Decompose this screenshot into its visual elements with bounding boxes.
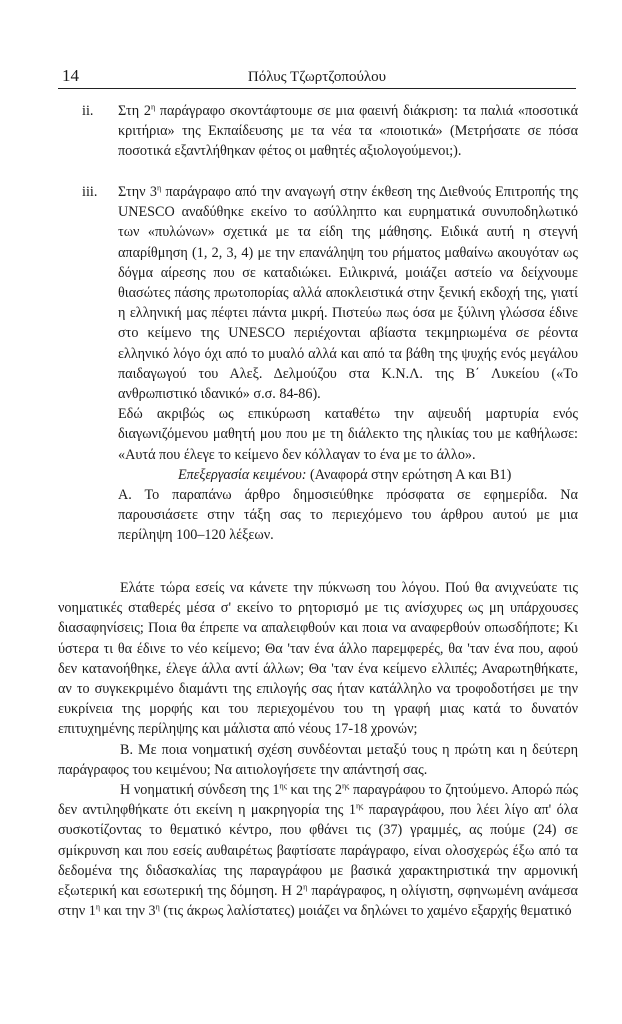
list-item-iii-text: Στην $3^\eta$ παράγραφο από την αναγωγή στην έκθεση της Διεθνούς Επιτροπής της UNESCO αναδύθηκε εκείνο το ασύλληπτο και ευρηματικά συνυποδηλωτικό των «πυλώνων» σχετικά με τα είδη της μάθησης. Ειδικά αυτή η στεγνή απαρίθμηση (1, 2, 3, 4) με την επανάληψη του ρήματος μαθαίνω ακουγόταν ως δόγμα αίρεσης που σε καταδιώκει. Ειλικρινά, μοιάζει αστείο να δείχνουμε θιασώτες πάσης πρωτοπορίας αλλά αποκλειστικά στην ξενική εκδοχή της, γιατί η ελληνική μας πέφτει πάντα μικρή. Πιστεύω πως όσα με ξύλινη γλώσσα έδινε στο κείμενο της UNESCO περιέχονται αβίαστα τεκμηριωμένα σε ρέοντα ελληνικό λόγο όχι από το μυαλό αλλά και από τα βάθη της ψυχής ενός μεγάλου παιδαγωγού του Αλεξ. Δελμούζου στα Κ.Ν.Λ. της Β΄ Λυκείου («Το ανθρωπιστικό ιδανικό» σ.σ. 84-86). <box>118 183 578 403</box>
page-header <box>58 66 576 89</box>
student-testimony: Εδώ ακριβώς ως επικύρωση καταθέτω την αψευδή μαρτυρία ενός διαγωνιζόμενου μαθητή μου που με τη διάλεκτο της ηλικίας του με καθήλωσε: «Αυτά που έλεγε το κείμενο δεν κόλλαγαν το ένα με το άλλο». <box>118 406 578 463</box>
list-item-iii <box>118 182 578 546</box>
list-item-ii <box>118 101 578 162</box>
page-number: 14 <box>62 66 79 85</box>
body-text <box>58 578 578 921</box>
list-item-ii-text: Στη $2^\eta$ παράγραφο σκοντάφτουμε σε μια φαεινή διάκριση: τα παλιά «ποσοτικά κριτήρια» της Εκπαίδευσης με τα νέα τα «ποιοτικά» (Μετρήσατε σε πόσα ποσοτικά εξαντλήθηκαν φέτος οι μαθητές αξιολογούμενοι;). <box>118 102 579 160</box>
question-b: Β. Με ποια νοηματική σχέση συνδέονται μεταξύ τους η πρώτη και η δεύτερη παράγραφος του κειμένου; Να αιτιολογήσετε την απάντησή σας. <box>58 741 578 778</box>
text-processing-heading: Επεξεργασία κειμένου: (Αναφορά στην ερώτηση Α και Β1) <box>178 466 512 483</box>
paragraph-1: Ελάτε τώρα εσείς να κάνετε την πύκνωση του λόγου. Πού θα ανιχνεύατε τις νοηματικές σταθερές μέσα σ' εκείνο το ρητορισμό με τις ανίσχυρες ως μη υπάρχουσες διασαφηνίσεις; Ποια θα έπρεπε να απαλειφθούν και ποια να αναφερθούν οπωσδήποτε; Κι ύστερα τι θα έδινε το νέο κείμενο; Θα 'ταν ένα άλλο παρεμφερές, θα 'ταν ένα που, αφού δεν κατανοήθηκε, έλεγε άλλα αντί άλλων; Θα 'ταν ένα κείμενο ελλιπές; Αναρωτηθήκατε, αν το συγκεκριμένο διαμάντι της επιλογής σας ήταν κατάλληλο να τροφοδοτήσει με την ευκρίνεια της μορφής και του περιεχομένου του τη γραφή μιας κατά το δυνατόν επιτυχημένης περίληψης και μάλιστα από νέους 17-18 χρονών; <box>58 580 578 738</box>
list-label-ii: ii. <box>82 103 94 119</box>
question-a: Α. Το παραπάνω άρθρο δημοσιεύθηκε πρόσφατα σε εφημερίδα. Να παρουσιάσετε στην τάξη σας το περιεχόμενο του άρθρου αυτού με μια περίληψη 100–120 λέξεων. <box>118 487 578 544</box>
list-label-iii: iii. <box>82 184 98 200</box>
running-title: Πόλυς Τζωρτζοπούλου <box>247 69 387 85</box>
paragraph-3: Η νοηματική σύνδεση της $1^{\eta\varsigma}$ και της $2^{\eta\varsigma}$ παραγράφου το ζητούμενο. Απορώ πώς δεν αντιληφθήκατε ότι εκείνη η μακρηγορία της $1^{\eta\varsigma}$ παραγράφου, που λέει λίγο απ' όλα συσκοτίζοντας το θεματικό κέντρο, που φθάνει τις (37) γραμμές, ας πούμε (24) σε σμίκρυνση και που εσείς αυθαιρέτως βαφτίσατε παράγραφο, είναι ολοσχερώς έξω από τα δεδομένα της διδασκαλίας της παραγράφου με βασικά χαρακτηριστικά την αρμονική εξωτερική και εσωτερική της δόμηση. Η $2^\eta$ παράγραφος, η ολίγιστη, σφηνωμένη ανάμεσα στην $1^\eta$ και την $3^\eta$ (τις άκρως λαλίστατες) μοιάζει να δηλώνει το χαμένο εξαρχής θεματικό <box>58 781 578 920</box>
